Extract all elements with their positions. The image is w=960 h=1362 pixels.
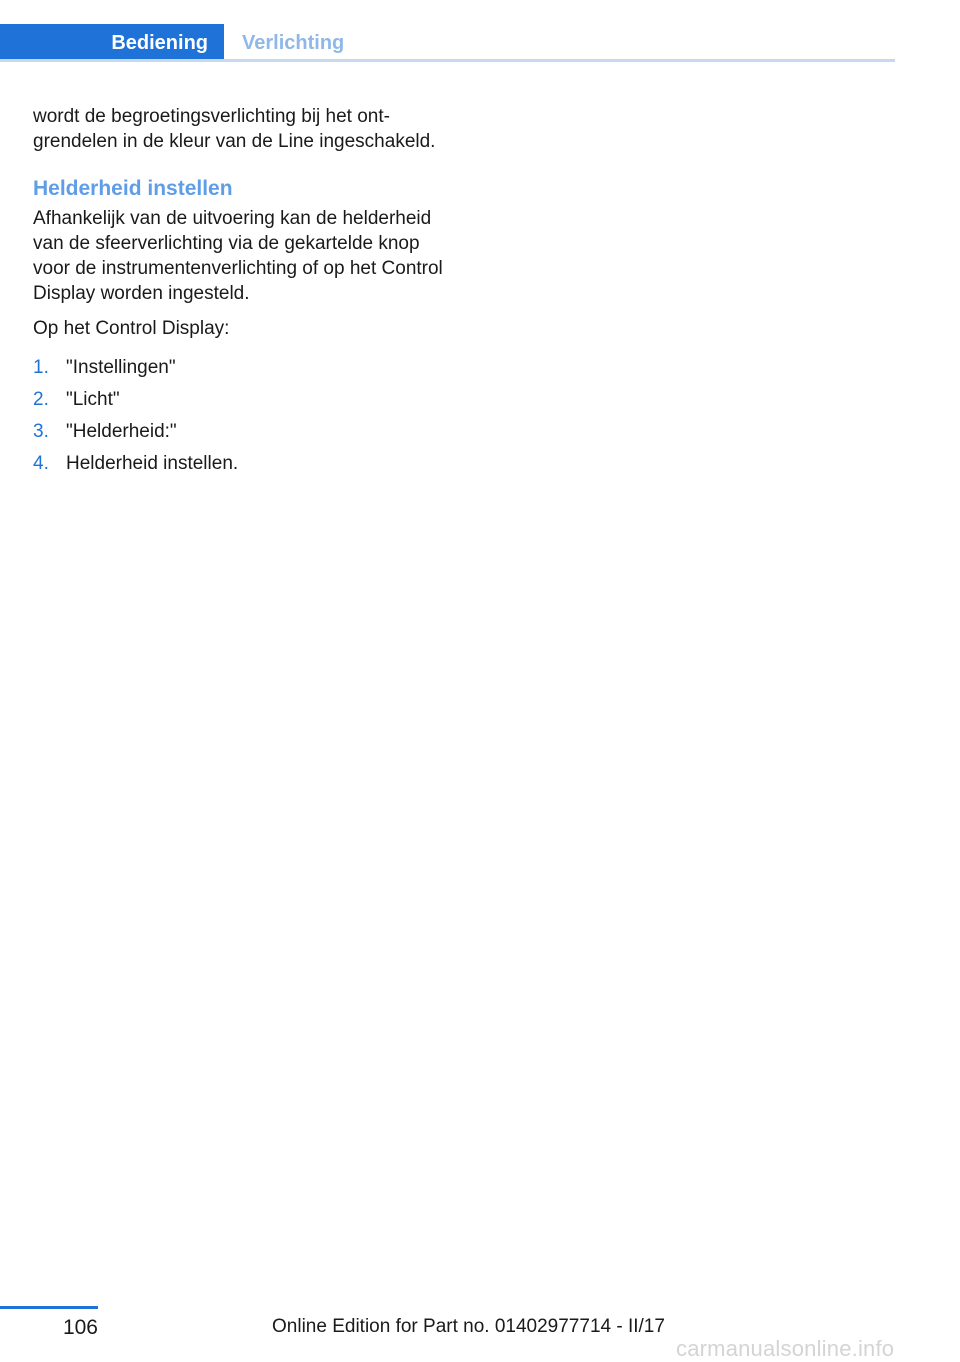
section-tab-bediening[interactable]: Bediening — [0, 24, 224, 62]
page-header — [0, 24, 895, 62]
section-heading: Helderheid instellen — [33, 177, 233, 200]
body-paragraph: Afhankelijk van de uitvoering kan de helderheid van de sfeerverlichting via de gekartelde knop voor de instrumentenverlichting of op het Control Display worden ingesteld. — [33, 208, 443, 304]
step-item — [33, 387, 453, 419]
step-text: "Licht" — [66, 389, 120, 410]
steps-list — [33, 355, 453, 483]
page-content — [33, 104, 453, 483]
edition-label: Online Edition for Part no. 01402977714 - II/17 — [272, 1316, 665, 1337]
footer-divider — [0, 1306, 98, 1309]
intro-paragraph: wordt de begroetingsverlichting bij het ontgrendelen in de kleur van de Line ingeschakeld. — [33, 106, 436, 152]
step-text: "Instellingen" — [66, 357, 176, 378]
header-divider — [0, 59, 895, 62]
page-number: 106 — [62, 1316, 98, 1339]
step-item — [33, 451, 453, 483]
step-number: 3. — [33, 421, 49, 442]
chapter-tab-verlichting[interactable]: Verlichting — [242, 32, 345, 54]
step-item — [33, 355, 453, 387]
watermark: carmanualsonline.info — [676, 1336, 895, 1361]
step-text: "Helderheid:" — [66, 421, 177, 442]
steps-lead: Op het Control Display: — [33, 318, 230, 339]
step-number: 1. — [33, 357, 49, 378]
step-number: 2. — [33, 389, 49, 410]
step-number: 4. — [33, 453, 49, 474]
step-text: Helderheid instellen. — [66, 453, 239, 474]
step-item — [33, 419, 453, 451]
